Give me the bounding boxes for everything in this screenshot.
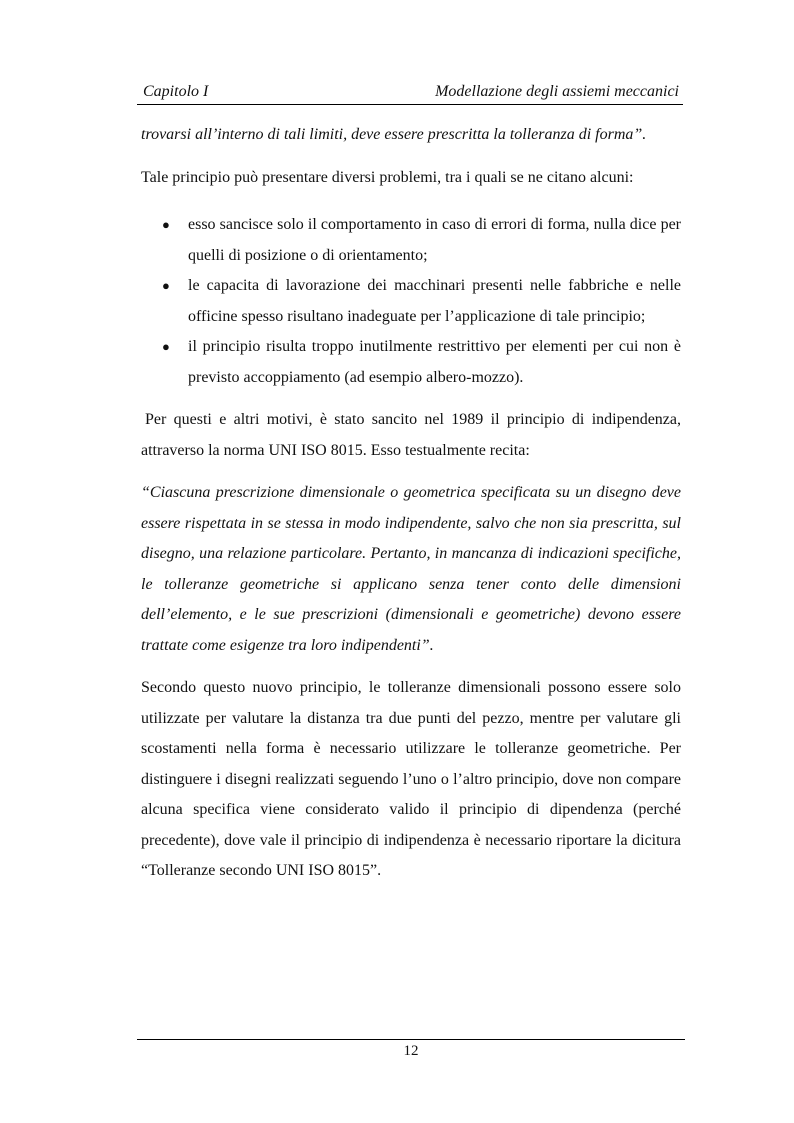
list-item: [141, 332, 681, 393]
page-number: 12: [403, 1043, 419, 1059]
list-item-text: il principio risulta troppo inutilmente restrittivo per elementi per cui non è previsto accoppiamento (ad esempio albero-mozzo).: [188, 338, 681, 386]
bullet-icon: ●: [162, 217, 170, 232]
intro-paragraph: Tale principio può presentare diversi problemi, tra i quali se ne citano alcuni:: [141, 168, 634, 186]
page-header: [137, 82, 683, 105]
list-item-text: le capacita di lavorazione dei macchinari presenti nelle fabbriche e nelle officine spesso risultano inadeguate per l’applicazione di tale principio;: [188, 277, 681, 325]
new-principle-paragraph: Secondo questo nuovo principio, le tolleranze dimensionali possono essere solo utilizzate per valutare la distanza tra due punti del pezzo, mentre per valutare gli scostamenti nella forma è necessario utilizzare le tolleranze geometriche. Per distinguere i disegni realizzati seguendo l’uno o l’altro principio, dove non compare alcuna specifica viene considerato valido il principio di dipendenza (perché precedente), dove vale il principio di indipendenza è necessario riportare la dicitura “Tolleranze secondo UNI ISO 8015”.: [141, 679, 681, 879]
page-body: [141, 120, 681, 887]
chapter-label: Capitolo I: [143, 83, 209, 100]
bullet-icon: ●: [162, 278, 170, 293]
independence-paragraph: Per questi e altri motivi, è stato sancito nel 1989 il principio di indipendenza, attraverso la norma UNI ISO 8015. Esso testualmente recita:: [141, 411, 681, 459]
page-footer: [137, 1039, 685, 1061]
bullet-icon: ●: [162, 339, 170, 354]
list-item: [141, 271, 681, 332]
list-item: [141, 210, 681, 271]
section-title: Modellazione degli assiemi meccanici: [435, 83, 679, 100]
iso-quote: “Ciascuna prescrizione dimensionale o geometrica specificata su un disegno deve essere rispettata in se stessa in modo indipendente, salvo che non sia prescritta, sul disegno, una relazione particolare. Pertanto, in mancanza di indicazioni specifiche, le tolleranze geometriche si applicano senza tener conto delle dimensioni dell’elemento, e le sue prescrizioni (dimensionali e geometriche) devono essere trattate come esigenze tra loro indipendenti”.: [141, 484, 681, 654]
list-item-text: esso sancisce solo il comportamento in caso di errori di forma, nulla dice per quelli di posizione o di orientamento;: [188, 216, 681, 264]
continued-quote-paragraph: trovarsi all’interno di tali limiti, deve essere prescritta la tolleranza di forma”.: [141, 126, 647, 143]
problems-list: [141, 210, 681, 393]
